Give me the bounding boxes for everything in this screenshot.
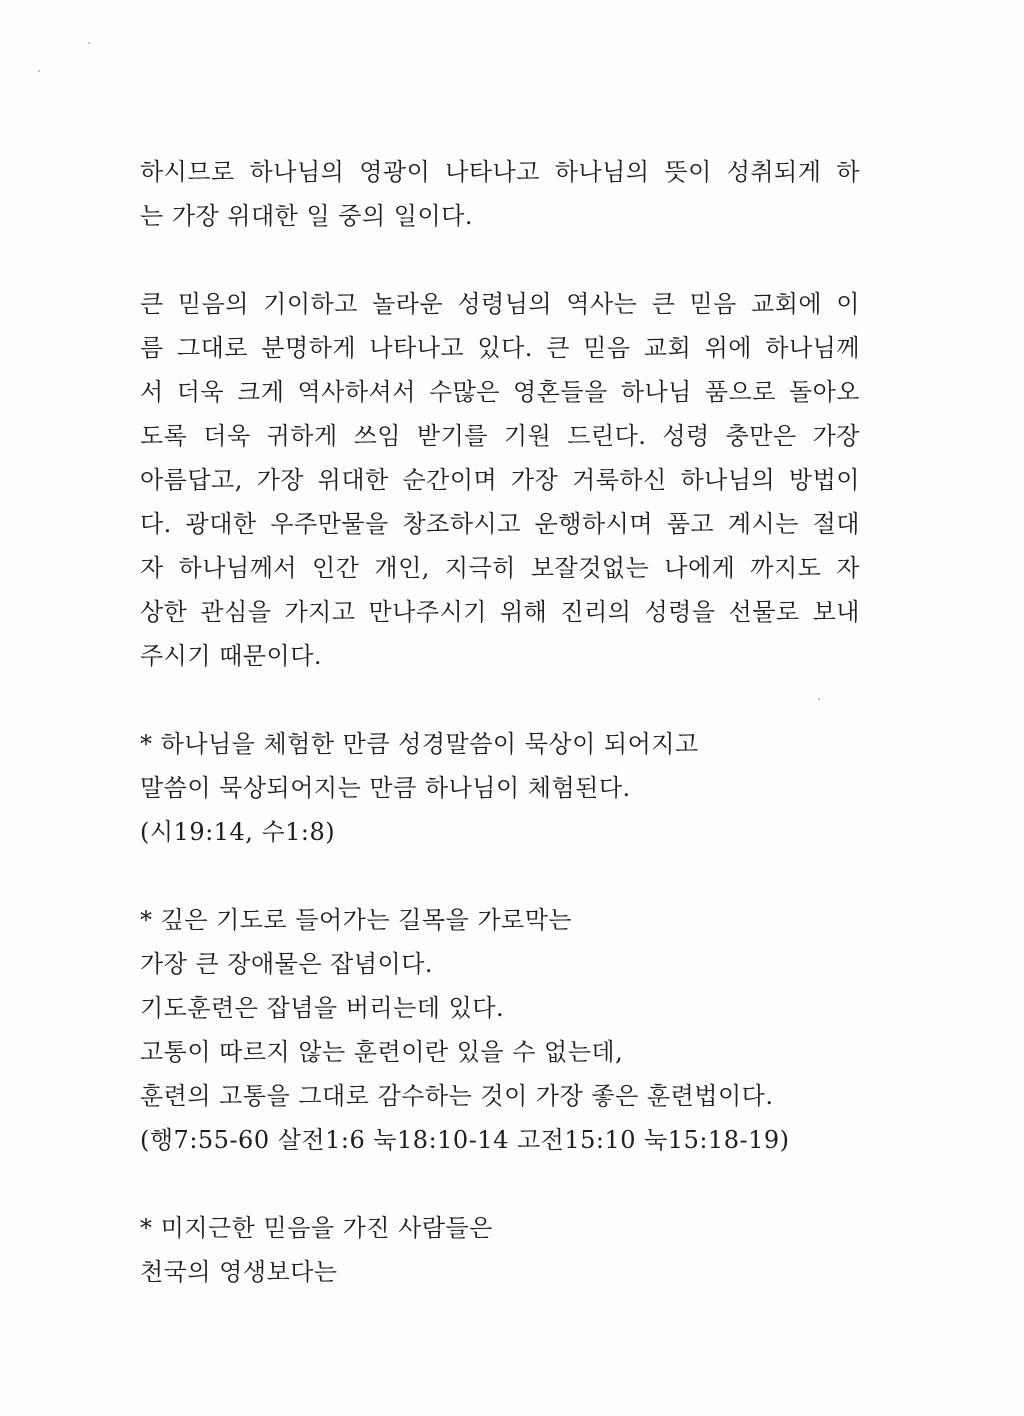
scan-speck	[88, 42, 90, 44]
paragraph-4	[140, 898, 860, 1162]
text-line: 천국의 영생보다는	[140, 1258, 338, 1286]
text-line: * 하나님을 체험한 만큼 성경말씀이 묵상이 되어지고	[140, 730, 699, 758]
text-line: 상한 관심을 가지고 만나주시기 위해 진리의 성령을 선물로 보내	[140, 598, 860, 626]
scripture-reference: (시19:14, 수1:8)	[140, 818, 336, 846]
document-body	[140, 150, 860, 1294]
scripture-reference: (행7:55-60 살전1:6 눅18:10-14 고전15:10 눅15:18-19)	[140, 1126, 790, 1154]
paragraph-2	[140, 282, 860, 678]
text-line: 말씀이 묵상되어지는 만큼 하나님이 체험된다.	[140, 774, 631, 802]
text-line: * 깊은 기도로 들어가는 길목을 가로막는	[140, 906, 573, 934]
text-line: 가장 큰 장애물은 잡념이다.	[140, 950, 434, 978]
paragraph-gap	[140, 678, 860, 722]
text-line: 는 가장 위대한 일 중의 일이다.	[140, 202, 473, 230]
text-line: 름 그대로 분명하게 나타나고 있다. 큰 믿음 교회 위에 하나님께	[140, 334, 860, 362]
text-line: 기도훈련은 잡념을 버리는데 있다.	[140, 994, 505, 1022]
text-line: 하시므로 하나님의 영광이 나타나고 하나님의 뜻이 성취되게 하	[140, 158, 860, 186]
paragraph-gap	[140, 1162, 860, 1206]
text-line: 서 더욱 크게 역사하셔서 수많은 영혼들을 하나님 품으로 돌아오	[140, 378, 860, 406]
paragraph-gap	[140, 854, 860, 898]
text-line: 고통이 따르지 않는 훈련이란 있을 수 없는데,	[140, 1038, 624, 1066]
paragraph-1	[140, 150, 860, 238]
text-line: * 미지근한 믿음을 가진 사람들은	[140, 1214, 493, 1242]
text-line: 도록 더욱 귀하게 쓰임 받기를 기원 드린다. 성령 충만은 가장	[140, 422, 860, 450]
text-line: 훈련의 고통을 그대로 감수하는 것이 가장 좋은 훈련법이다.	[140, 1082, 774, 1110]
scan-speck	[38, 70, 40, 72]
paragraph-gap	[140, 238, 860, 282]
text-line: 자 하나님께서 인간 개인, 지극히 보잘것없는 나에게 까지도 자	[140, 554, 860, 582]
text-line: 다. 광대한 우주만물을 창조하시고 운행하시며 품고 계시는 절대	[140, 510, 860, 538]
text-line: 큰 믿음의 기이하고 놀라운 성령님의 역사는 큰 믿음 교회에 이	[140, 290, 860, 318]
text-line: 아름답고, 가장 위대한 순간이며 가장 거룩하신 하나님의 방법이	[140, 466, 860, 494]
text-line: 주시기 때문이다.	[140, 642, 323, 670]
paragraph-5	[140, 1206, 860, 1294]
paragraph-3	[140, 722, 860, 854]
